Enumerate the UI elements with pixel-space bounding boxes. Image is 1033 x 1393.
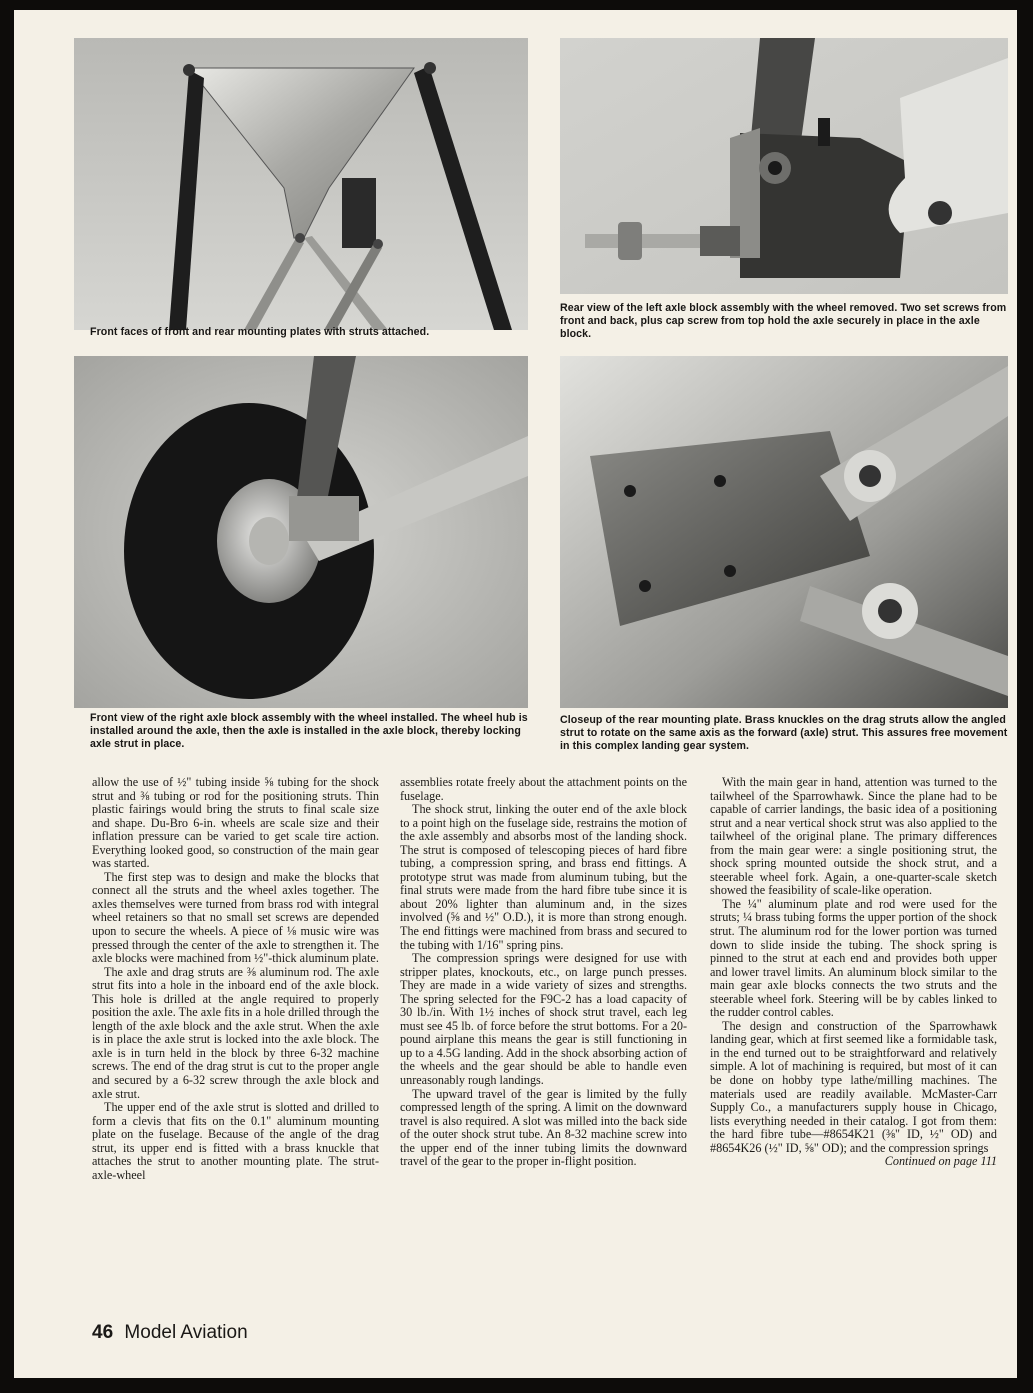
paragraph: The upper end of the axle strut is slotted and drilled to form a clevis that fits on the 0.1" aluminum mounting plate on the fuselage. Because of the angle of the drag strut, its upper end is fitted with a brass knuckle that attaches the strut to another mounting plate. The strut-axle-wheel (92, 1100, 379, 1182)
paragraph: The upward travel of the gear is limited by the fully compressed length of the spring. A limit on the downward travel is also required. A slot was milled into the back side of the outer shock strut tube. An 8-32 machine screw into the upper end of the inner tubing limits the downward travel of the gear to the proper in-flight position. (400, 1086, 687, 1169)
continued-note: Continued on page 111 (884, 1154, 997, 1169)
paragraph: The shock strut, linking the outer end of the axle block to a point high on the fuselage side, restrains the motion of the axle assembly and absorbs most of the landing shock. The strut is composed of telescoping pieces of hard fibre tubing, a compression spring, and brass end fittings. A prototype strut was made from aluminum tubing, but the final struts were made from the hard fibre tube since it is about 20% lighter than aluminum and, in the sizes involved (⅝ and ½" O.D.), it is more than strong enough. The end fittings were machined from brass and secured to the tubing with 1/16" spring pins. (400, 802, 687, 952)
article-column-2 (400, 776, 687, 1169)
paragraph: The first step was to design and make the blocks that connect all the struts and the wheel axles together. The axles themselves were turned from brass rod with integral wheel retainers so that no small set screws are depended upon to secure the wheels. A piece of ⅛ music wire was pressed through the center of the axle to strengthen it. The axle blocks were machined from ½"-thick aluminum plate. (92, 869, 379, 966)
page-number: 46 (92, 1322, 114, 1343)
photo-caption: Closeup of the rear mounting plate. Brass knuckles on the drag struts allow the angled strut to rotate on the same axis as the forward (axle) strut. This assures free movement in this complex landing gear system. (560, 714, 1008, 752)
paragraph: The axle and drag struts are ⅜ aluminum rod. The axle strut fits into a hole in the inboard end of the axle block. This hole is drilled at the angle required to properly position the axle. The axle fits in a hole drilled through the length of the axle block and the axle strut. When the axle is in place the axle strut is locked into the axle block. The axle is in turn held in the block by three 6-32 machine screws. The end of the drag strut is cut to the proper angle and secured by a 6-32 screw through the axle block and axle strut. (92, 964, 379, 1101)
page-footer (92, 1322, 248, 1344)
photo-caption: Front faces of front and rear mounting plates with struts attached. (90, 326, 430, 338)
photo-rear-mounting-plate (560, 356, 1008, 708)
paragraph: allow the use of ½" tubing inside ⅝ tubing for the shock strut and ⅜ tubing or rod for the positioning struts. Thin plastic fairings would bring the struts to final scale size and shape. Du-Bro 6-in. wheels are scale size and their inflation pressure can be varied to get scale tire action. Everything looked good, so construction of the main gear was started. (92, 775, 379, 871)
paragraph: The design and construction of the Sparrowhawk landing gear, which at first seemed like a formidable task, in the end turned out to be straightforward and relatively simple. A lot of machining is required, but most of it can be done on hobby type lathe/milling machines. The materials used are readily available. McMaster-Carr Supply Co., a manufacturers supply house in Chicago, lists everything needed in their catalog. I got from them: the hard fibre tube—#8654K21 (⅜" ID, ½" OD) and #8654K26 (½" ID, ⅝" OD); and the compression springs (710, 1018, 997, 1155)
magazine-page (14, 10, 1017, 1378)
paragraph: With the main gear in hand, attention was turned to the tailwheel of the Sparrowhawk. Since the plane had to be capable of carrier landings, the basic idea of a positioning strut and a near vertical shock strut was also applied to the tailwheel of the original plane. The primary differences from the main gear were: a single positioning strut, the shock spring mounted outside the shock strut, and a steerable wheel fork. Again, a one-quarter-scale sketch showed the feasibility of scale-like operation. (710, 775, 997, 898)
article-column-1 (92, 776, 379, 1182)
photo-caption: Rear view of the left axle block assembly with the wheel removed. Two set screws from front and back, plus cap screw from top hold the axle securely in place in the axle block. (560, 302, 1007, 340)
article-column-3 (710, 776, 997, 1169)
paragraph: assemblies rotate freely about the attachment points on the fuselage. (400, 775, 687, 803)
photo-caption: Front view of the right axle block assembly with the wheel installed. The wheel hub is installed around the axle, then the axle is installed in the axle block, thereby locking axle strut in place. (90, 712, 528, 750)
photo-wheel-installed (74, 356, 528, 708)
paragraph: The ¼" aluminum plate and rod were used for the struts; ¼ brass tubing forms the upper portion of the shock strut. The aluminum rod for the lower portion was turned down to slide inside the tubing. The shock spring is pinned to the strut at each end and provides both upper and lower travel limits. An aluminum block similar to the main gear axle blocks connects the two struts and the steerable wheel fork. Steering will be by cables linked to the rudder control cables. (710, 896, 997, 1020)
magazine-title: Model Aviation (124, 1322, 248, 1343)
photo-mounting-plates (74, 38, 528, 330)
photo-axle-block-rear (560, 38, 1008, 294)
paragraph: The compression springs were designed for use with stripper plates, knockouts, etc., on large punch presses. They are made in a wide variety of sizes and strengths. The spring selected for the F9C-2 has a load capacity of 30 lb./in. With 1½ inches of shock strut travel, each leg must see 45 lb. of force before the strut bottoms. For a 20-pound airplane this means the gear is still functioning in up to a 4.5G landing. Add in the shock absorbing action of the wheels and the gear should be able to handle even unreasonably rough landings. (400, 951, 687, 1088)
